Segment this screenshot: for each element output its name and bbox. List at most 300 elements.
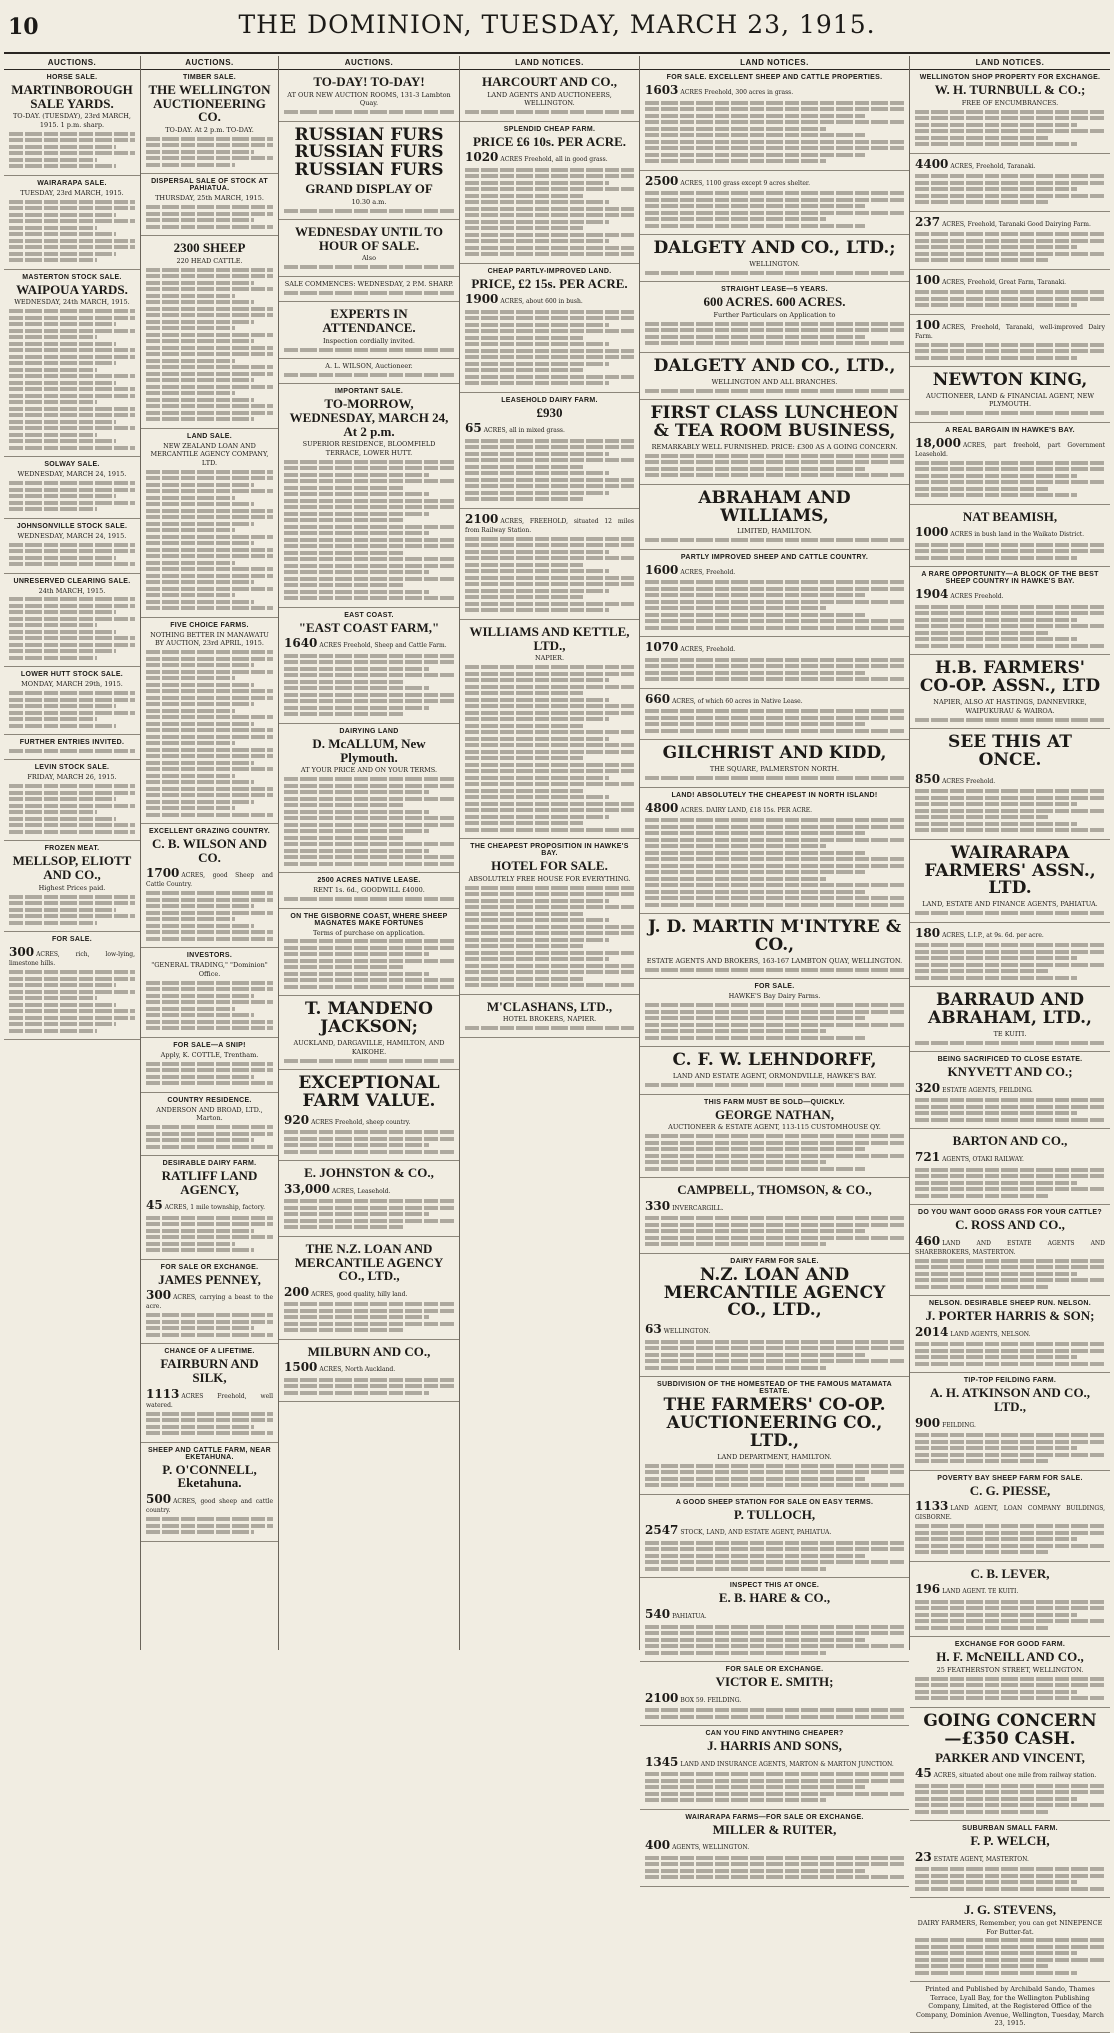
- text-line: [9, 797, 116, 801]
- text-line: [9, 219, 135, 223]
- advertisement: [640, 689, 909, 741]
- text-line: [9, 501, 135, 505]
- ad-body-text: NAPIER.: [534, 654, 565, 663]
- text-line: [915, 1041, 1105, 1045]
- ad-text: [146, 1387, 273, 1410]
- text-line: [284, 1206, 454, 1210]
- text-line: [915, 1945, 1105, 1949]
- text-line: [284, 512, 429, 516]
- acres-figure: 540: [645, 1607, 671, 1622]
- text-line: [465, 944, 583, 948]
- text-line: [465, 821, 583, 825]
- text-line: [915, 194, 1105, 198]
- text-line: [146, 787, 273, 791]
- text-line: [915, 1784, 1105, 1788]
- text-line: [465, 905, 634, 909]
- text-line: [146, 728, 273, 732]
- ad-text: [645, 443, 904, 451]
- text-line: [645, 870, 865, 874]
- text-line: [645, 1029, 826, 1033]
- text-line: [9, 151, 135, 155]
- text-line: [465, 316, 634, 320]
- acres-figure: 400: [645, 1838, 671, 1853]
- ad-heading: BARTON AND CO.,: [952, 1133, 1068, 1149]
- ad-body-text: LAND DEPARTMENT, HAMILTON.: [717, 1452, 832, 1461]
- ad-text: [146, 1198, 273, 1213]
- text-line: [146, 156, 273, 160]
- ad-text: [645, 765, 904, 773]
- text-line: [284, 1378, 454, 1382]
- text-line: [9, 439, 116, 443]
- ad-heading: E. JOHNSTON & CO.,: [304, 1165, 434, 1181]
- ad-title: EXCELLENT GRAZING COUNTRY.: [148, 828, 271, 836]
- text-line: [284, 557, 454, 561]
- acres-figure: 1603: [645, 83, 679, 97]
- text-line: [645, 883, 904, 887]
- advertisement: [640, 1810, 909, 1887]
- column-2: [141, 56, 279, 1650]
- text-line: [146, 735, 273, 739]
- text-line: [146, 417, 254, 421]
- text-line: [915, 1531, 1105, 1535]
- advertisement: [460, 122, 639, 264]
- text-line: [146, 1013, 254, 1017]
- acres-figure: 4800: [645, 800, 679, 815]
- advertisement: [4, 176, 140, 270]
- ad-text: [915, 215, 1105, 230]
- text-line: [465, 471, 609, 475]
- text-line: [284, 823, 454, 827]
- advertisement: [4, 667, 140, 735]
- text-line: [9, 387, 135, 391]
- text-line: [146, 715, 273, 719]
- text-line: [284, 518, 403, 522]
- ad-body-text: AGENTS, WELLINGTON.: [672, 1844, 750, 1852]
- ad-heading: H. F. McNEILL AND CO.,: [936, 1649, 1084, 1665]
- text-line: [645, 593, 865, 597]
- text-line: [915, 349, 1105, 353]
- text-line: [645, 1862, 904, 1866]
- text-line: [146, 143, 273, 147]
- ad-text: [146, 1288, 273, 1311]
- advertisement: [910, 1052, 1110, 1129]
- text-line: [915, 1440, 1105, 1444]
- text-line: [284, 1130, 454, 1134]
- advertisement: [4, 270, 140, 458]
- text-line: [284, 667, 429, 671]
- ad-title: EAST COAST.: [344, 611, 394, 619]
- text-line: [9, 784, 135, 788]
- ad-text: [9, 470, 135, 478]
- advertisement: [279, 873, 459, 908]
- ad-body-text: LAND AGENT. TE KUITI.: [942, 1588, 1019, 1596]
- text-line: [284, 479, 454, 483]
- text-line: [146, 670, 273, 674]
- ad-text: [645, 1607, 904, 1622]
- text-line: [915, 1118, 1105, 1122]
- ad-body-text: SUPERIOR RESIDENCE, BLOOMFIELD TERRACE, LOWER HUTT.: [302, 440, 436, 457]
- acres-figure: 2014: [915, 1324, 949, 1339]
- ad-title: FURTHER ENTRIES INVITED.: [19, 739, 125, 747]
- text-line: [284, 525, 454, 529]
- text-line: [465, 478, 634, 482]
- ad-text: [146, 866, 273, 889]
- ad-body-text: WELLINGTON.: [663, 1328, 711, 1336]
- text-line: [915, 1696, 1105, 1700]
- ad-heading: TO-DAY! TO-DAY!: [313, 74, 425, 89]
- column-header: LAND NOTICES.: [910, 56, 1110, 70]
- text-line: [465, 550, 609, 554]
- ad-title: TIP-TOP FEILDING FARM.: [963, 1377, 1057, 1385]
- text-line: [915, 1951, 1077, 1955]
- text-line: [9, 698, 135, 702]
- ad-heading: MILLER & RUITER,: [712, 1821, 837, 1837]
- text-line: [146, 548, 273, 552]
- advertisement: [910, 1296, 1110, 1373]
- text-line: [146, 274, 273, 278]
- text-line: [645, 1016, 865, 1020]
- text-line: [465, 789, 583, 793]
- acres-figure: 330: [645, 1198, 671, 1213]
- text-line: [645, 1160, 826, 1164]
- text-line: [465, 957, 609, 961]
- text-line: [915, 956, 1077, 960]
- text-line: [915, 1550, 1048, 1554]
- text-line: [146, 326, 235, 330]
- text-line: [9, 361, 116, 365]
- text-line: [915, 828, 1105, 832]
- advertisement: [141, 1156, 278, 1260]
- advertisement: [910, 1708, 1110, 1821]
- text-line: [915, 174, 1105, 178]
- advertisement: [640, 1095, 909, 1179]
- ad-text: [284, 362, 454, 370]
- text-line: [465, 951, 634, 955]
- ad-heading: PARKER AND VINCENT,: [935, 1749, 1085, 1765]
- text-line: [645, 1772, 904, 1776]
- text-line: [9, 656, 97, 660]
- ad-title: CHEAP PARTLY-IMPROVED LAND.: [487, 267, 612, 275]
- text-line: [915, 789, 1105, 793]
- acres-figure: 196: [915, 1582, 941, 1597]
- ad-title: LEVIN STOCK SALE.: [34, 764, 110, 772]
- text-line: [645, 1223, 904, 1227]
- text-line: [915, 1433, 1105, 1437]
- acres-figure: 4400: [915, 156, 949, 171]
- text-line: [645, 1003, 904, 1007]
- text-line: [645, 580, 904, 584]
- ad-body-text: ESTATE AGENTS AND BROKERS, 163-167 LAMBTON QUAY, WELLINGTON.: [646, 956, 903, 965]
- text-line: [915, 1803, 1105, 1807]
- text-line: [915, 1111, 1077, 1115]
- ad-heading: D. McALLUM, New Plymouth.: [312, 735, 426, 765]
- acres-figure: 1900: [465, 292, 499, 307]
- ad-text: [915, 1766, 1105, 1781]
- text-line: [146, 476, 273, 480]
- text-line: [465, 750, 634, 754]
- advertisement: [279, 608, 459, 724]
- ad-body-text: ACRES, 1 mile township, factory.: [164, 1204, 266, 1212]
- text-line: [146, 722, 254, 726]
- text-line: [645, 968, 904, 972]
- ad-text: [645, 692, 904, 707]
- text-line: [284, 842, 454, 846]
- ad-heading: J. G. STEVENS,: [963, 1902, 1057, 1918]
- text-line: [284, 855, 454, 859]
- text-line: [645, 1083, 904, 1087]
- text-line: [645, 1346, 904, 1350]
- text-line: [284, 1309, 454, 1313]
- text-line: [645, 101, 904, 105]
- advertisement: [279, 359, 459, 384]
- text-line: [9, 1029, 97, 1033]
- text-line: [915, 950, 1105, 954]
- advertisement: [141, 1093, 278, 1156]
- ad-body-text: LAND AND ESTATE AGENT, ORMONDVILLE, HAWKE'S BAY.: [672, 1072, 877, 1081]
- text-line: [465, 743, 634, 747]
- advertisement: [4, 457, 140, 518]
- ad-heading: PRICE, £2 15s. PER ACRE.: [471, 275, 628, 291]
- ad-text: [645, 378, 904, 386]
- acres-figure: 100: [915, 317, 941, 332]
- text-line: [915, 637, 1077, 641]
- ad-body-text: DAIRY FARMERS, Remember, you can get NINEPENCE For Butter-fat.: [917, 1919, 1103, 1936]
- text-line: [645, 1216, 904, 1220]
- advertisement: [640, 282, 909, 353]
- text-line: [284, 1384, 454, 1388]
- text-line: [915, 809, 1105, 813]
- acres-figure: 65: [465, 421, 482, 436]
- ad-title: CAN YOU FIND ANYTHING CHEAPER?: [705, 1730, 844, 1738]
- ad-text: [284, 1182, 454, 1197]
- acres-figure: 1600: [645, 562, 679, 577]
- ad-body-text: WEDNESDAY, MARCH 24, 1915.: [17, 470, 127, 479]
- text-line: [146, 813, 273, 817]
- text-line: [284, 654, 454, 658]
- text-line: [146, 287, 273, 291]
- text-line: [915, 631, 1048, 635]
- text-line: [645, 1856, 904, 1860]
- text-line: [9, 830, 135, 834]
- column-4: [460, 56, 640, 1650]
- text-line: [9, 132, 135, 136]
- ad-text: [284, 636, 454, 651]
- ad-heading: WILLIAMS AND KETTLE, LTD.,: [469, 623, 630, 653]
- ad-body-text: ACRES, about 600 in bush.: [500, 298, 583, 306]
- advertisement: [910, 1471, 1110, 1562]
- ad-heading: £930: [536, 404, 563, 420]
- ad-title: LAND SALE.: [187, 432, 232, 440]
- advertisement: [460, 995, 639, 1038]
- text-line: [465, 458, 634, 462]
- column-header: AUCTIONS.: [141, 56, 278, 70]
- text-line: [465, 194, 583, 198]
- ad-text: [915, 926, 1105, 941]
- text-line: [146, 600, 254, 604]
- text-line: [465, 246, 634, 250]
- text-line: [465, 698, 609, 702]
- advertisement: [4, 760, 140, 841]
- text-line: [146, 1235, 273, 1239]
- ad-text: [645, 311, 904, 319]
- text-line: [465, 310, 634, 314]
- ad-body-text: SALE COMMENCES: WEDNESDAY, 2 P.M. SHARP.: [284, 279, 454, 288]
- text-line: [146, 300, 254, 304]
- ad-text: [915, 1666, 1105, 1674]
- text-line: [146, 1007, 235, 1011]
- ad-heading: GRAND DISPLAY OF: [305, 181, 433, 197]
- ad-body-text: INVERCARGILL.: [672, 1204, 724, 1212]
- ad-body-text: AT YOUR PRICE AND ON YOUR TERMS.: [300, 766, 438, 775]
- ad-title: INVESTORS.: [186, 952, 233, 960]
- advertisement: [279, 384, 459, 607]
- ad-text: [915, 273, 1105, 288]
- ad-text: [284, 91, 454, 108]
- ad-body-text: ACRES, Freehold, Taranaki, well-improved Dairy Farm.: [915, 323, 1105, 340]
- advertisement: [460, 839, 639, 995]
- acres-figure: 920: [284, 1112, 310, 1127]
- advertisement: [640, 740, 909, 787]
- text-line: [915, 815, 1048, 819]
- advertisement: [279, 1340, 459, 1403]
- ad-text: [645, 1838, 904, 1853]
- text-line: [146, 593, 235, 597]
- advertisement: [4, 70, 140, 176]
- advertisement: [640, 353, 909, 400]
- text-line: [915, 116, 1105, 120]
- text-line: [915, 187, 1077, 191]
- ad-body-text: LAND AND INSURANCE AGENTS, MARTON & MARTON JUNCTION.: [680, 1760, 894, 1768]
- text-line: [915, 624, 1105, 628]
- text-line: [915, 1958, 1105, 1962]
- advertisement: [640, 788, 909, 915]
- text-line: [645, 1141, 904, 1145]
- ad-body-text: ACRES, carrying a beast to the acre.: [146, 1294, 273, 1311]
- text-line: [9, 407, 135, 411]
- ad-body-text: Terms of purchase on application.: [312, 928, 426, 937]
- advertisement: [640, 1047, 909, 1094]
- ad-title: THIS FARM MUST BE SOLD—QUICKLY.: [704, 1098, 845, 1106]
- ad-title: FOR SALE. EXCELLENT SHEEP AND CATTLE PROPERTIES.: [666, 74, 883, 81]
- ad-body-text: HOTEL BROKERS, NAPIER.: [502, 1015, 597, 1024]
- ad-title: FOR SALE OR EXCHANGE.: [160, 1263, 259, 1271]
- text-line: [915, 1349, 1105, 1353]
- text-line: [915, 963, 1105, 967]
- text-line: [146, 748, 273, 752]
- text-line: [645, 1779, 904, 1783]
- text-line: [284, 810, 429, 814]
- text-line: [915, 356, 1077, 360]
- text-line: [915, 802, 1077, 806]
- text-line: [284, 836, 403, 840]
- text-line: [9, 704, 116, 708]
- ad-body-text: RENT 1s. 6d., GOODWILL £4000.: [313, 886, 425, 895]
- text-line: [915, 1606, 1105, 1610]
- text-line: [146, 205, 273, 209]
- text-line: [284, 551, 403, 555]
- text-line: [915, 1544, 1105, 1548]
- ad-title: FOR SALE.: [51, 936, 93, 944]
- ad-display-line: C. F. W. LEHNDORFF,: [672, 1050, 877, 1071]
- ad-text: [284, 280, 454, 288]
- text-line: [9, 252, 116, 256]
- text-line: [146, 1222, 273, 1226]
- text-line: [915, 343, 1105, 347]
- advertisement: [141, 70, 278, 174]
- text-line: [465, 220, 609, 224]
- text-line: [465, 938, 609, 942]
- advertisement: [640, 550, 909, 638]
- text-line: [645, 1359, 904, 1363]
- text-line: [915, 644, 1105, 648]
- ad-heading: 2300 SHEEP: [173, 240, 246, 256]
- ad-display-line: BARRAUD AND ABRAHAM, LTD.,: [928, 990, 1092, 1028]
- text-line: [9, 138, 135, 142]
- advertisement: [141, 1260, 278, 1345]
- text-line: [465, 226, 583, 230]
- acres-figure: 100: [915, 272, 941, 287]
- ad-text: [915, 772, 1105, 787]
- text-line: [915, 1446, 1077, 1450]
- ad-body-text: ACRES Freehold, 300 acres in grass.: [680, 89, 794, 96]
- text-line: [465, 595, 583, 599]
- text-line: [146, 1431, 273, 1435]
- text-line: [9, 1016, 135, 1020]
- text-line: [645, 1708, 904, 1712]
- text-line: [146, 294, 235, 298]
- text-line: [915, 1683, 1105, 1687]
- text-line: [9, 649, 116, 653]
- text-line: [645, 587, 904, 591]
- text-line: [465, 556, 634, 560]
- text-line: [9, 413, 135, 417]
- text-line: [284, 939, 454, 943]
- text-line: [645, 473, 904, 477]
- ad-title: HORSE SALE.: [46, 74, 98, 81]
- ad-display-line: EXCEPTIONAL FARM VALUE.: [298, 1073, 440, 1111]
- advertisement: [910, 840, 1110, 923]
- acres-figure: 45: [146, 1198, 163, 1213]
- advertisement: [910, 923, 1110, 988]
- text-line: [645, 890, 865, 894]
- text-line: [9, 488, 135, 492]
- advertisement: [279, 302, 459, 359]
- text-line: [9, 711, 135, 715]
- ad-title: PARTLY IMPROVED SHEEP AND CATTLE COUNTRY.: [680, 553, 869, 561]
- text-line: [284, 577, 454, 581]
- text-line: [465, 1026, 634, 1030]
- text-line: [284, 952, 429, 956]
- text-line: [284, 1059, 454, 1063]
- text-line: [465, 717, 609, 721]
- ad-text: [465, 421, 634, 436]
- text-line: [645, 460, 904, 464]
- text-line: [146, 1216, 273, 1220]
- text-line: [9, 636, 135, 640]
- text-line: [9, 908, 116, 912]
- ad-text: [284, 1285, 454, 1300]
- text-line: [465, 110, 634, 114]
- ad-body-text: ACRES Freehold.: [950, 593, 1004, 601]
- text-line: [284, 492, 429, 496]
- text-line: [146, 702, 254, 706]
- text-line: [645, 153, 865, 157]
- text-line: [645, 1651, 826, 1655]
- ad-text: [645, 640, 904, 655]
- text-line: [9, 446, 135, 450]
- ad-heading: J. PORTER HARRIS & SON;: [925, 1308, 1095, 1324]
- text-line: [9, 481, 135, 485]
